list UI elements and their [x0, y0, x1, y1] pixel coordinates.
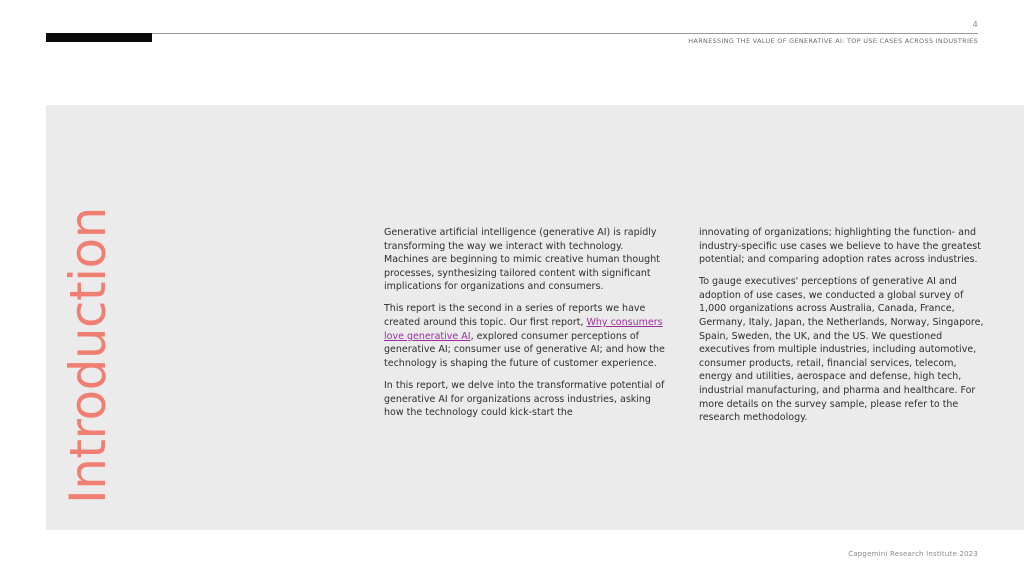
section-title: Introduction — [59, 207, 117, 504]
header-title: HARNESSING THE VALUE OF GENERATIVE AI: TOP USE CASES ACROSS INDUSTRIES — [688, 37, 978, 45]
header-accent-bar — [46, 33, 152, 42]
page-number: 4 — [972, 20, 978, 29]
right-paragraph-2: To gauge executives' perceptions of generative AI and adoption of use cases, we conducted a global survey of 1,000 organizations across Australia, Canada, France, Germany, Italy, Japan, the Netherlands, Norway, Singapore, Spain, Sweden, the UK, and the US. We questioned executives from multiple industries, including automotive, consumer products, retail, financial services, telecom, energy and utilities, aerospace and defense, high tech, industrial manufacturing, and pharma and healthcare. For more details on the survey sample, please refer to the research methodology. — [699, 276, 984, 424]
left-column — [384, 226, 670, 428]
right-column — [699, 226, 984, 433]
left-paragraph-3: In this report, we delve into the transformative potential of generative AI for organizations across industries, asking how the technology could kick-start the — [384, 379, 665, 419]
left-paragraph-1: Generative artificial intelligence (generative AI) is rapidly transforming the way we interact with technology. Machines are beginning to mimic creative human thought processes, synthesizing tailored content with significant implications for organizations and consumers. — [384, 227, 660, 293]
left-paragraph-2-end: , explored consumer perceptions of generative AI; consumer use of generative AI; and how the technology is shaping the future of customer experience. — [384, 330, 665, 369]
right-paragraph-1: innovating of organizations; highlighting the function- and industry-specific use cases we believe to have the greatest potential; and comparing adoption rates across industries. — [699, 227, 981, 266]
left-paragraph-2 — [384, 302, 670, 370]
report-link[interactable]: Why consumers love generative AI — [384, 317, 663, 342]
left-paragraph-2-start: This report is the second in a series of reports we have created around this topic. Our first report, — [384, 303, 646, 329]
footer-credit: Capgemini Research Institute 2023 — [848, 550, 978, 558]
header-rule — [46, 33, 978, 34]
